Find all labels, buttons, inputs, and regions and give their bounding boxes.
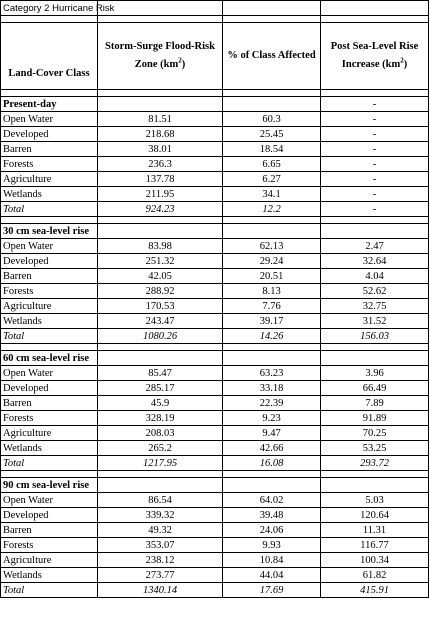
flood-risk-zone-cell[interactable]: 238.12 — [98, 553, 223, 568]
flood-risk-zone-cell[interactable]: 251.32 — [98, 254, 223, 269]
table-title[interactable]: Category 2 Hurricane Risk — [1, 1, 98, 16]
post-slr-increase-cell[interactable]: 11.31 — [321, 523, 429, 538]
flood-risk-zone-cell[interactable]: 83.98 — [98, 239, 223, 254]
section-header-row — [1, 351, 429, 366]
land-cover-class-cell[interactable]: Barren — [1, 269, 98, 284]
land-cover-class-cell[interactable]: Total — [1, 202, 98, 217]
empty-cell[interactable] — [1, 217, 98, 224]
percent-affected-cell[interactable]: 18.54 — [223, 142, 321, 157]
empty-cell[interactable] — [223, 471, 321, 478]
header-post-slr-increase[interactable] — [321, 23, 429, 90]
land-cover-class-cell[interactable]: Barren — [1, 523, 98, 538]
empty-cell[interactable] — [98, 97, 223, 112]
percent-affected-cell[interactable]: 6.65 — [223, 157, 321, 172]
land-cover-class-cell[interactable]: Open Water — [1, 366, 98, 381]
percent-affected-cell[interactable]: 9.93 — [223, 538, 321, 553]
title-row — [1, 1, 429, 16]
land-cover-class-cell[interactable]: Open Water — [1, 493, 98, 508]
total-row — [1, 202, 429, 217]
land-cover-class-cell[interactable]: Open Water — [1, 239, 98, 254]
table-row — [1, 396, 429, 411]
percent-affected-cell[interactable]: 29.24 — [223, 254, 321, 269]
header-close-paren: ) — [181, 59, 186, 70]
flood-risk-zone-cell[interactable]: 243.47 — [98, 314, 223, 329]
empty-cell[interactable] — [223, 224, 321, 239]
percent-affected-cell[interactable]: 25.45 — [223, 127, 321, 142]
post-slr-increase-cell[interactable]: 100.34 — [321, 553, 429, 568]
land-cover-class-cell[interactable]: Wetlands — [1, 314, 98, 329]
table-row — [1, 553, 429, 568]
percent-affected-cell[interactable]: 62.13 — [223, 239, 321, 254]
table-row — [1, 172, 429, 187]
post-slr-increase-cell[interactable]: - — [321, 187, 429, 202]
land-cover-class-cell[interactable]: Forests — [1, 411, 98, 426]
spacer-row — [1, 344, 429, 351]
header-land-cover-class[interactable] — [1, 23, 98, 90]
table-row — [1, 187, 429, 202]
empty-cell[interactable] — [223, 351, 321, 366]
post-slr-increase-cell[interactable]: - — [321, 172, 429, 187]
empty-cell[interactable] — [223, 344, 321, 351]
percent-affected-cell[interactable]: 24.06 — [223, 523, 321, 538]
empty-cell[interactable] — [98, 217, 223, 224]
empty-cell[interactable] — [98, 224, 223, 239]
empty-cell[interactable] — [321, 1, 429, 16]
land-cover-class-cell[interactable]: Total — [1, 329, 98, 344]
percent-affected-cell[interactable]: 6.27 — [223, 172, 321, 187]
flood-risk-zone-cell[interactable]: 208.03 — [98, 426, 223, 441]
percent-affected-cell[interactable]: 10.84 — [223, 553, 321, 568]
table-row — [1, 538, 429, 553]
flood-risk-zone-cell[interactable]: 288.92 — [98, 284, 223, 299]
flood-risk-zone-cell[interactable]: 353.07 — [98, 538, 223, 553]
empty-cell[interactable] — [223, 1, 321, 16]
flood-risk-zone-cell[interactable]: 45.9 — [98, 396, 223, 411]
total-row — [1, 583, 429, 598]
land-cover-class-cell[interactable]: Developed — [1, 254, 98, 269]
total-row — [1, 456, 429, 471]
land-cover-class-cell[interactable]: Total — [1, 583, 98, 598]
table-row — [1, 157, 429, 172]
percent-affected-cell[interactable]: 7.76 — [223, 299, 321, 314]
land-cover-class-cell[interactable]: Forests — [1, 284, 98, 299]
empty-cell[interactable] — [223, 97, 321, 112]
section-header-value[interactable] — [321, 351, 429, 366]
empty-cell[interactable] — [321, 217, 429, 224]
post-slr-increase-cell[interactable]: 53.25 — [321, 441, 429, 456]
empty-cell[interactable] — [223, 16, 321, 23]
land-cover-class-cell[interactable]: Wetlands — [1, 187, 98, 202]
flood-risk-zone-cell[interactable]: 1217.95 — [98, 456, 223, 471]
post-slr-increase-cell[interactable]: 415.91 — [321, 583, 429, 598]
section-header-row — [1, 224, 429, 239]
header-flood-risk-zone-text: Storm-Surge Flood-Risk Zone (km — [105, 41, 215, 70]
table-row — [1, 493, 429, 508]
table-row — [1, 299, 429, 314]
table-row — [1, 381, 429, 396]
empty-cell[interactable] — [321, 344, 429, 351]
table-row — [1, 112, 429, 127]
flood-risk-zone-cell[interactable]: 924.23 — [98, 202, 223, 217]
flood-risk-zone-cell[interactable]: 38.01 — [98, 142, 223, 157]
land-cover-class-cell[interactable]: Developed — [1, 127, 98, 142]
flood-risk-zone-cell[interactable]: 265.2 — [98, 441, 223, 456]
section-title[interactable]: 60 cm sea-level rise — [1, 351, 98, 366]
flood-risk-zone-cell[interactable]: 1340.14 — [98, 583, 223, 598]
flood-risk-zone-cell[interactable]: 1080.26 — [98, 329, 223, 344]
land-cover-class-cell[interactable]: Barren — [1, 142, 98, 157]
post-slr-increase-cell[interactable]: 5.03 — [321, 493, 429, 508]
post-slr-increase-cell[interactable]: - — [321, 157, 429, 172]
percent-affected-cell[interactable]: 63.23 — [223, 366, 321, 381]
unit-superscript: 2 — [178, 56, 182, 65]
table-row — [1, 523, 429, 538]
post-slr-increase-cell[interactable]: 2.47 — [321, 239, 429, 254]
table-row — [1, 366, 429, 381]
section-header-row — [1, 97, 429, 112]
empty-cell[interactable] — [321, 90, 429, 97]
empty-cell[interactable] — [1, 471, 98, 478]
table-row — [1, 127, 429, 142]
post-slr-increase-cell[interactable]: 32.75 — [321, 299, 429, 314]
percent-affected-cell[interactable]: 9.47 — [223, 426, 321, 441]
empty-cell[interactable] — [321, 16, 429, 23]
percent-affected-cell[interactable]: 64.02 — [223, 493, 321, 508]
empty-cell[interactable] — [1, 90, 98, 97]
table-row — [1, 411, 429, 426]
section-header-row — [1, 478, 429, 493]
post-slr-increase-cell[interactable]: 4.04 — [321, 269, 429, 284]
flood-risk-zone-cell[interactable]: 86.54 — [98, 493, 223, 508]
empty-cell[interactable] — [98, 351, 223, 366]
land-cover-class-cell[interactable]: Forests — [1, 538, 98, 553]
flood-risk-zone-cell[interactable]: 42.05 — [98, 269, 223, 284]
land-cover-class-cell[interactable]: Developed — [1, 381, 98, 396]
header-land-cover-class-text: Land-Cover Class — [8, 68, 90, 79]
post-slr-increase-cell[interactable]: 7.89 — [321, 396, 429, 411]
section-header-value[interactable] — [321, 478, 429, 493]
header-percent-affected-text: % of Class Affected — [227, 50, 316, 61]
post-slr-increase-cell[interactable]: 61.82 — [321, 568, 429, 583]
percent-affected-cell[interactable]: 34.1 — [223, 187, 321, 202]
empty-cell[interactable] — [98, 471, 223, 478]
percent-affected-cell[interactable]: 20.51 — [223, 269, 321, 284]
header-flood-risk-zone[interactable] — [98, 23, 223, 90]
percent-affected-cell[interactable]: 39.48 — [223, 508, 321, 523]
empty-cell[interactable] — [223, 217, 321, 224]
header-row — [1, 23, 429, 90]
spacer-row — [1, 471, 429, 478]
empty-cell[interactable] — [98, 344, 223, 351]
post-slr-increase-cell[interactable]: - — [321, 127, 429, 142]
percent-affected-cell[interactable]: 22.39 — [223, 396, 321, 411]
unit-superscript: 2 — [400, 56, 404, 65]
post-slr-increase-cell[interactable]: 3.96 — [321, 366, 429, 381]
total-row — [1, 329, 429, 344]
percent-affected-cell[interactable]: 14.26 — [223, 329, 321, 344]
post-slr-increase-cell[interactable]: - — [321, 142, 429, 157]
post-slr-increase-cell[interactable]: 156.03 — [321, 329, 429, 344]
flood-risk-zone-cell[interactable]: 328.19 — [98, 411, 223, 426]
post-slr-increase-cell[interactable]: 66.49 — [321, 381, 429, 396]
post-slr-increase-cell[interactable]: 120.64 — [321, 508, 429, 523]
table-row — [1, 284, 429, 299]
flood-risk-zone-cell[interactable]: 211.95 — [98, 187, 223, 202]
flood-risk-zone-cell[interactable]: 85.47 — [98, 366, 223, 381]
table-row — [1, 239, 429, 254]
percent-affected-cell[interactable]: 39.17 — [223, 314, 321, 329]
empty-cell[interactable] — [223, 90, 321, 97]
table-row — [1, 254, 429, 269]
flood-risk-zone-cell[interactable]: 81.51 — [98, 112, 223, 127]
spacer-row — [1, 90, 429, 97]
land-cover-class-cell[interactable]: Developed — [1, 508, 98, 523]
flood-risk-zone-cell[interactable]: 137.78 — [98, 172, 223, 187]
flood-risk-zone-cell[interactable]: 285.17 — [98, 381, 223, 396]
section-header-value[interactable] — [321, 224, 429, 239]
flood-risk-zone-cell[interactable]: 218.68 — [98, 127, 223, 142]
empty-cell[interactable] — [1, 344, 98, 351]
percent-affected-cell[interactable]: 42.66 — [223, 441, 321, 456]
header-post-slr-increase-text: Post Sea-Level Rise Increase (km — [330, 41, 419, 70]
empty-cell[interactable] — [1, 16, 98, 23]
post-slr-increase-cell[interactable]: 116.77 — [321, 538, 429, 553]
percent-affected-cell[interactable]: 16.08 — [223, 456, 321, 471]
section-title[interactable]: 90 cm sea-level rise — [1, 478, 98, 493]
table-row — [1, 508, 429, 523]
header-close-paren: ) — [403, 59, 408, 70]
section-header-value[interactable]: - — [321, 97, 429, 112]
land-cover-class-cell[interactable]: Agriculture — [1, 553, 98, 568]
post-slr-increase-cell[interactable]: 32.64 — [321, 254, 429, 269]
section-title[interactable]: Present-day — [1, 97, 98, 112]
land-cover-class-cell[interactable]: Open Water — [1, 112, 98, 127]
empty-cell[interactable] — [98, 478, 223, 493]
table-row — [1, 568, 429, 583]
flood-risk-zone-cell[interactable]: 49.32 — [98, 523, 223, 538]
percent-affected-cell[interactable]: 8.13 — [223, 284, 321, 299]
header-percent-affected[interactable] — [223, 23, 321, 90]
land-cover-class-cell[interactable]: Forests — [1, 157, 98, 172]
percent-affected-cell[interactable]: 12.2 — [223, 202, 321, 217]
post-slr-increase-cell[interactable]: 52.62 — [321, 284, 429, 299]
post-slr-increase-cell[interactable]: 91.89 — [321, 411, 429, 426]
post-slr-increase-cell[interactable]: 70.25 — [321, 426, 429, 441]
empty-cell[interactable] — [98, 16, 223, 23]
post-slr-increase-cell[interactable]: 293.72 — [321, 456, 429, 471]
post-slr-increase-cell[interactable]: - — [321, 112, 429, 127]
table-row — [1, 269, 429, 284]
percent-affected-cell[interactable]: 17.69 — [223, 583, 321, 598]
post-slr-increase-cell[interactable]: - — [321, 202, 429, 217]
percent-affected-cell[interactable]: 9.23 — [223, 411, 321, 426]
percent-affected-cell[interactable]: 44.04 — [223, 568, 321, 583]
table-row — [1, 441, 429, 456]
flood-risk-zone-cell[interactable]: 236.3 — [98, 157, 223, 172]
empty-cell[interactable] — [98, 1, 223, 16]
table-row — [1, 142, 429, 157]
empty-cell[interactable] — [98, 90, 223, 97]
land-cover-class-cell[interactable]: Agriculture — [1, 299, 98, 314]
post-slr-increase-cell[interactable]: 31.52 — [321, 314, 429, 329]
table-row — [1, 426, 429, 441]
percent-affected-cell[interactable]: 60.3 — [223, 112, 321, 127]
land-cover-class-cell[interactable]: Wetlands — [1, 568, 98, 583]
flood-risk-zone-cell[interactable]: 170.53 — [98, 299, 223, 314]
table-body — [1, 1, 429, 598]
section-title[interactable]: 30 cm sea-level rise — [1, 224, 98, 239]
land-cover-class-cell[interactable]: Agriculture — [1, 426, 98, 441]
percent-affected-cell[interactable]: 33.18 — [223, 381, 321, 396]
land-cover-class-cell[interactable]: Wetlands — [1, 441, 98, 456]
spacer-row — [1, 16, 429, 23]
land-cover-class-cell[interactable]: Barren — [1, 396, 98, 411]
spacer-row — [1, 217, 429, 224]
flood-risk-zone-cell[interactable]: 339.32 — [98, 508, 223, 523]
table-row — [1, 314, 429, 329]
land-cover-class-cell[interactable]: Total — [1, 456, 98, 471]
flood-risk-zone-cell[interactable]: 273.77 — [98, 568, 223, 583]
land-cover-class-cell[interactable]: Agriculture — [1, 172, 98, 187]
empty-cell[interactable] — [223, 478, 321, 493]
empty-cell[interactable] — [321, 471, 429, 478]
